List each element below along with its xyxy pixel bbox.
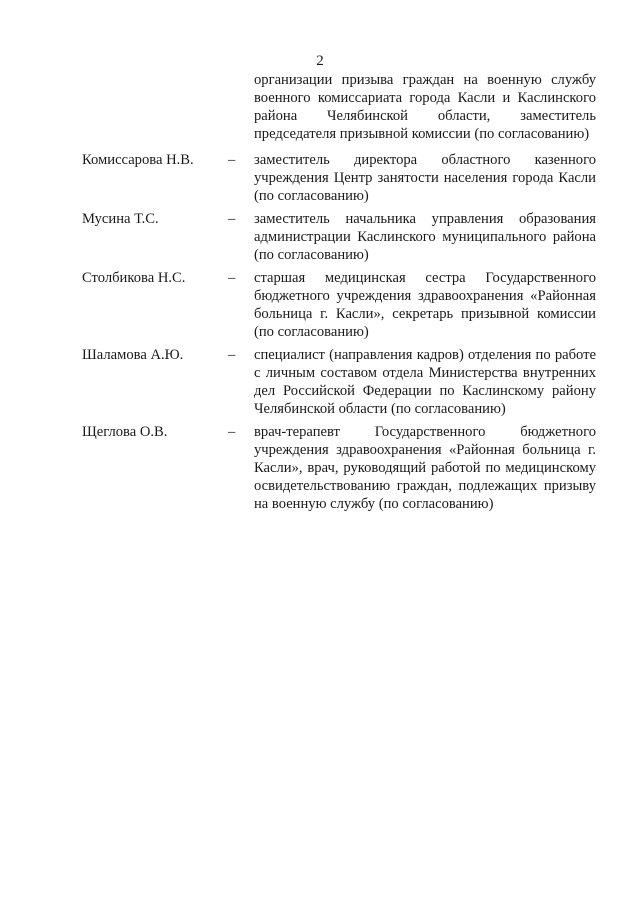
member-name: Щеглова О.В.	[82, 424, 168, 440]
member-description: специалист (направления кадров) отделения по работе с личным составом отдела Министерства внутренних дел Российской Федерации по Каслинскому району Челябинской области (по согласованию)	[254, 347, 596, 417]
member-name: Мусина Т.С.	[82, 211, 159, 227]
member-description: заместитель начальника управления образования администрации Каслинского муниципального района (по согласованию)	[254, 211, 596, 263]
member-row-continuation	[82, 71, 596, 143]
member-name: Комиссарова Н.В.	[82, 152, 194, 168]
member-dash: –	[228, 152, 236, 168]
member-name: Столбикова Н.С.	[82, 270, 186, 286]
member-name: Шаламова А.Ю.	[82, 347, 184, 363]
member-row	[82, 423, 596, 513]
member-row	[82, 210, 596, 264]
member-description: заместитель директора областного казенного учреждения Центр занятости населения города Касли (по согласованию)	[254, 152, 596, 204]
member-dash: –	[228, 270, 236, 286]
member-row	[82, 346, 596, 418]
commission-members-list	[82, 71, 596, 513]
member-dash: –	[228, 347, 236, 363]
member-description: организации призыва граждан на военную службу военного комиссариата города Касли и Каслинского района Челябинской области, заместитель председателя призывной комиссии (по согласованию)	[254, 72, 596, 142]
member-row	[82, 269, 596, 341]
member-description: старшая медицинская сестра Государственного бюджетного учреждения здравоохранения «Районная больница г. Касли», секретарь призывной комиссии (по согласованию)	[254, 270, 596, 340]
member-dash: –	[228, 211, 236, 227]
member-row	[82, 151, 596, 205]
member-dash: –	[228, 424, 236, 440]
page-number: 2	[316, 53, 324, 69]
member-description: врач-терапевт Государственного бюджетного учреждения здравоохранения «Районная больница г. Касли», врач, руководящий работой по медицинскому освидетельствованию граждан, подлежащих призыву на военную службу (по согласованию)	[254, 424, 596, 512]
